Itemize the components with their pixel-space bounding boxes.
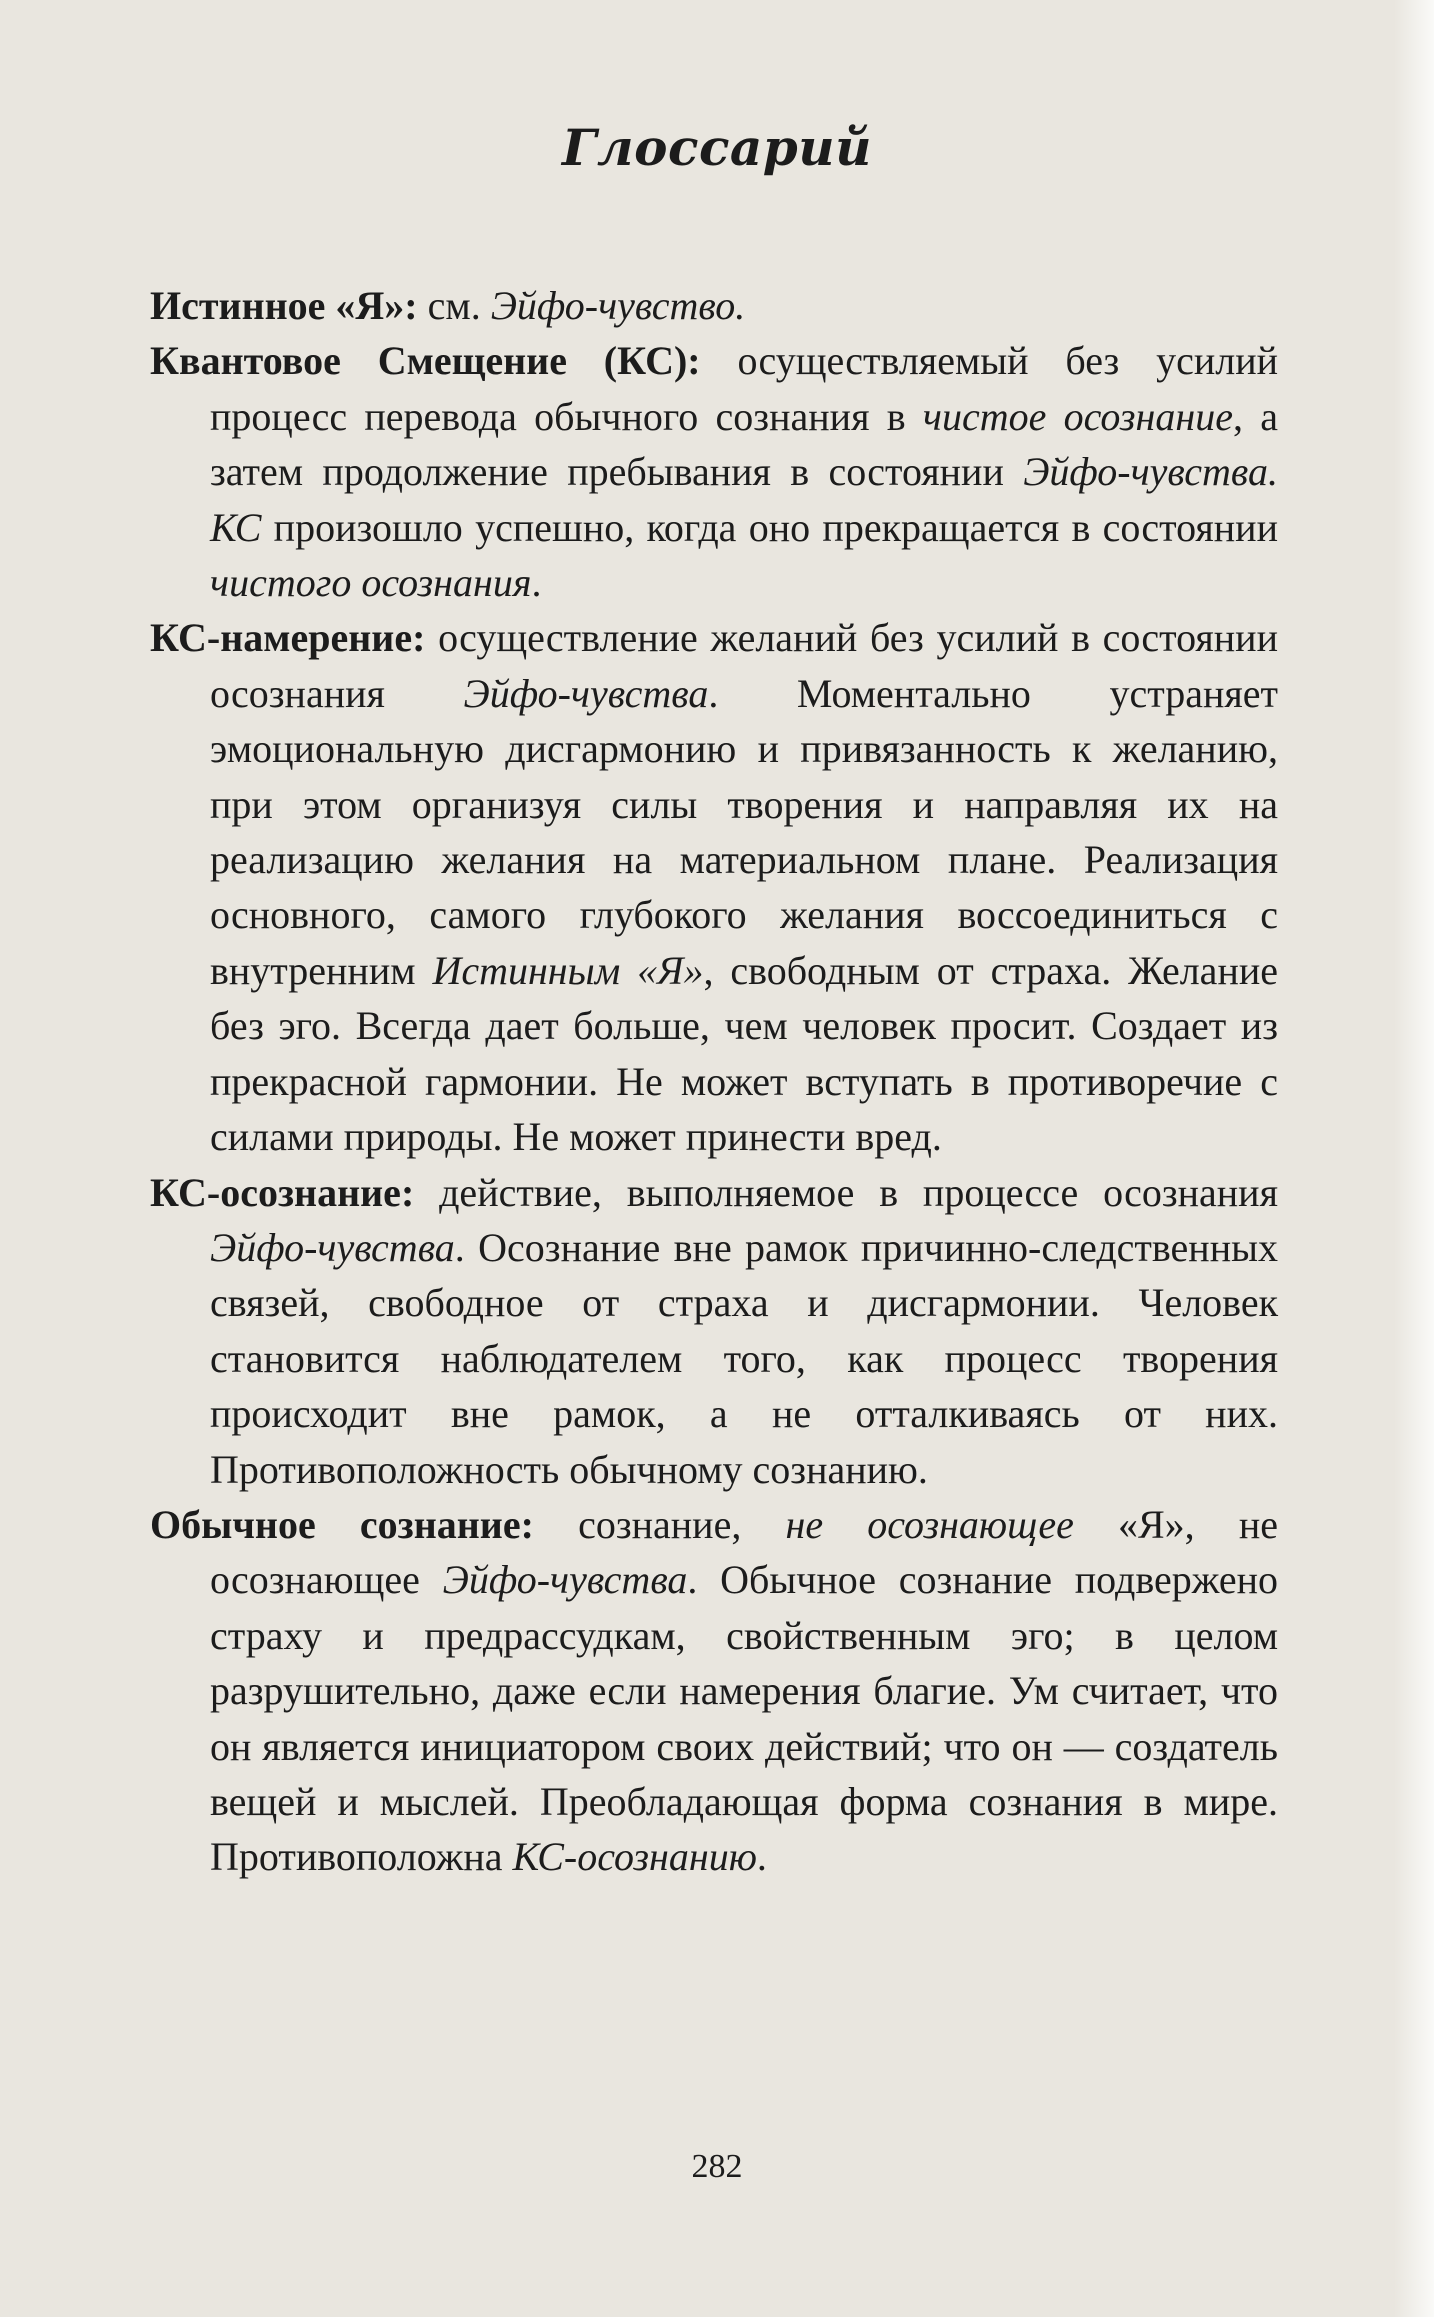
glossary-definition: . Моментально устраняет эмоциональную дисгармонию и привязанность к желанию, при этом организуя силы творения и направляя их на реализацию желания на материальном плане. Реализация основного, самого глубокого желания воссоединиться с внутренним: [210, 670, 1279, 993]
glossary-emphasis: не осознающее: [785, 1501, 1074, 1547]
glossary-entry: [150, 1497, 1278, 1885]
glossary-definition: . Обычное сознание подвержено страху и предрассудкам, свойственным эго; в целом разрушительно, даже если намерения благие. Ум считает, что он является инициатором своих действий; что он — создатель вещей и мыслей. Преобладающая форма сознания в мире. Противоположна: [210, 1557, 1278, 1880]
glossary-definition: действие, выполняемое в процессе осознания: [414, 1169, 1278, 1215]
glossary-definition: см.: [417, 283, 491, 328]
glossary-emphasis: Эйфо-чувства: [210, 1224, 455, 1270]
glossary-definition: произошло успешно, когда оно прекращается в состоянии: [261, 504, 1278, 550]
glossary-emphasis: чистого осознания: [210, 560, 532, 606]
glossary-emphasis: Эйфо-чувства: [442, 1557, 688, 1603]
glossary-definition: .: [756, 1834, 767, 1880]
glossary-definition: , свободным от страха. Желание без эго. Всегда дает больше, чем человек просит. Создает из прекрасной гармонии. Не может вступать в противоречие с силами природы. Не может принести вред.: [210, 947, 1279, 1160]
glossary-definition: осуществляемый без усилий процесс перевода обычного сознания в: [210, 338, 1278, 439]
glossary-definition: . Осознание вне рамок причинно-следственных связей, свободное от страха и дисгармонии. Человек становится наблюдателем того, как процесс творения происходит вне рамок, а не отталкиваясь от них. Противоположность обычному сознанию.: [210, 1224, 1278, 1492]
glossary-term: КС-намерение:: [150, 615, 426, 661]
glossary-emphasis: Эйфо-чувства: [463, 670, 709, 716]
glossary-definition: «Я», не осознающее: [210, 1501, 1278, 1603]
glossary-definition: осуществление желаний без усилий в состоянии осознания: [210, 615, 1278, 716]
glossary-definition: , а затем продолжение пребывания в состоянии: [210, 393, 1278, 495]
glossary-term: Обычное сознание:: [150, 1501, 534, 1547]
page-number: 282: [691, 2148, 743, 2185]
glossary-entry: [150, 610, 1279, 1164]
glossary-entry: [150, 333, 1278, 610]
page-title: Глоссарий: [562, 118, 872, 177]
glossary-emphasis: Эйфо-чувства. КС: [210, 449, 1278, 550]
glossary-emphasis: Эйфо-чувство.: [490, 283, 746, 328]
glossary-content: [150, 278, 1278, 1885]
glossary-entry: [150, 1165, 1278, 1497]
glossary-emphasis: КС-осознанию: [512, 1834, 757, 1880]
glossary-definition: .: [531, 560, 542, 606]
glossary-term: КС-осознание:: [150, 1169, 415, 1215]
glossary-term: Истинное «Я»:: [150, 283, 418, 328]
glossary-emphasis: чистое осознание: [922, 393, 1233, 439]
glossary-term: Квантовое Смещение (КС):: [150, 338, 701, 384]
glossary-definition: сознание,: [533, 1501, 786, 1547]
glossary-entry: [150, 278, 1278, 333]
glossary-emphasis: Истинным «Я»: [432, 947, 704, 993]
